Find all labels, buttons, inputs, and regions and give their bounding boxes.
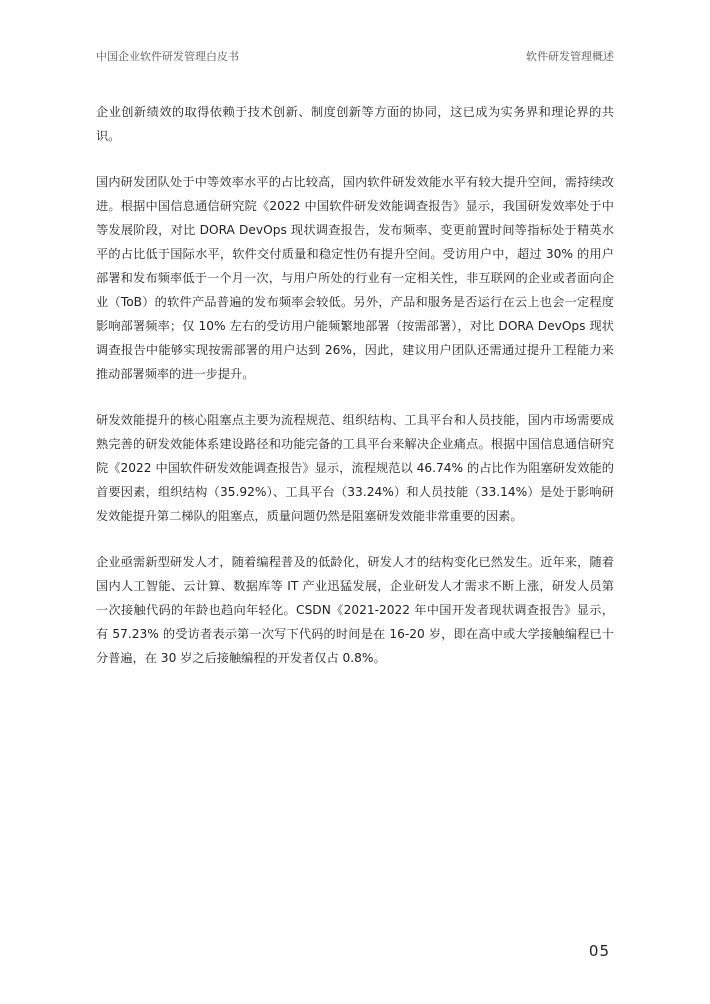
page-number: 05 [588, 942, 610, 960]
page-header [96, 48, 614, 68]
main-content [96, 100, 614, 692]
section-title: 软件研发管理概述 [526, 50, 614, 63]
paragraph-intro: 企业创新绩效的取得依赖于技术创新、制度创新等方面的协同，这已成为实务界和理论界的共识。 [96, 105, 614, 143]
paragraph-blockers: 研发效能提升的核心阻塞点主要为流程规范、组织结构、工具平台和人员技能，国内市场需要成熟完善的研发效能体系建设路径和功能完备的工具平台来解决企业痛点。根据中国信息通信研究院《2022 中国软件研发效能调查报告》显示，流程规范以 46.74% 的占比作为阻塞研发效能的首要因素，组织结构（35.92%）、工具平台（33.24%）和人员技能（33.14%）是处于影响研发效能提升第二梯队的阻塞点，质量问题仍然是阻塞研发效能非常重要的因素。 [96, 413, 614, 523]
paragraph-efficiency: 国内研发团队处于中等效率水平的占比较高，国内软件研发效能水平有较大提升空间，需持续改进。根据中国信息通信研究院《2022 中国软件研发效能调查报告》显示，我国研发效率处于中等发展阶段，对比 DORA DevOps 现状调查报告，发布频率、变更前置时间等指标处于精英水平的占比低于国际水平，软件交付质量和稳定性仍有提升空间。受访用户中，超过 30% 的用户部署和发布频率低于一个月一次，与用户所处的行业有一定相关性，非互联网的企业或者面向企业（ToB）的软件产品普遍的发布频率会较低。另外，产品和服务是否运行在云上也会一定程度影响部署频率；仅 10% 左右的受访用户能频繁地部署（按需部署），对比 DORA DevOps 现状调查报告中能够实现按需部署的用户达到 26%，因此，建议用户团队还需通过提升工程能力来推动部署频率的进一步提升。 [96, 175, 614, 381]
paragraph-talent: 企业亟需新型研发人才，随着编程普及的低龄化，研发人才的结构变化已然发生。近年来，随着国内人工智能、云计算、数据库等 IT 产业迅猛发展，企业研发人才需求不断上涨，研发人员第一次接触代码的年龄也趋向年轻化。CSDN《2021-2022 年中国开发者现状调查报告》显示，有 57.23% 的受访者表示第一次写下代码的时间是在 16-20 岁，即在高中或大学接触编程已十分普遍，在 30 岁之后接触编程的开发者仅占 0.8%。 [96, 555, 614, 665]
document-title: 中国企业软件研发管理白皮书 [96, 50, 239, 63]
